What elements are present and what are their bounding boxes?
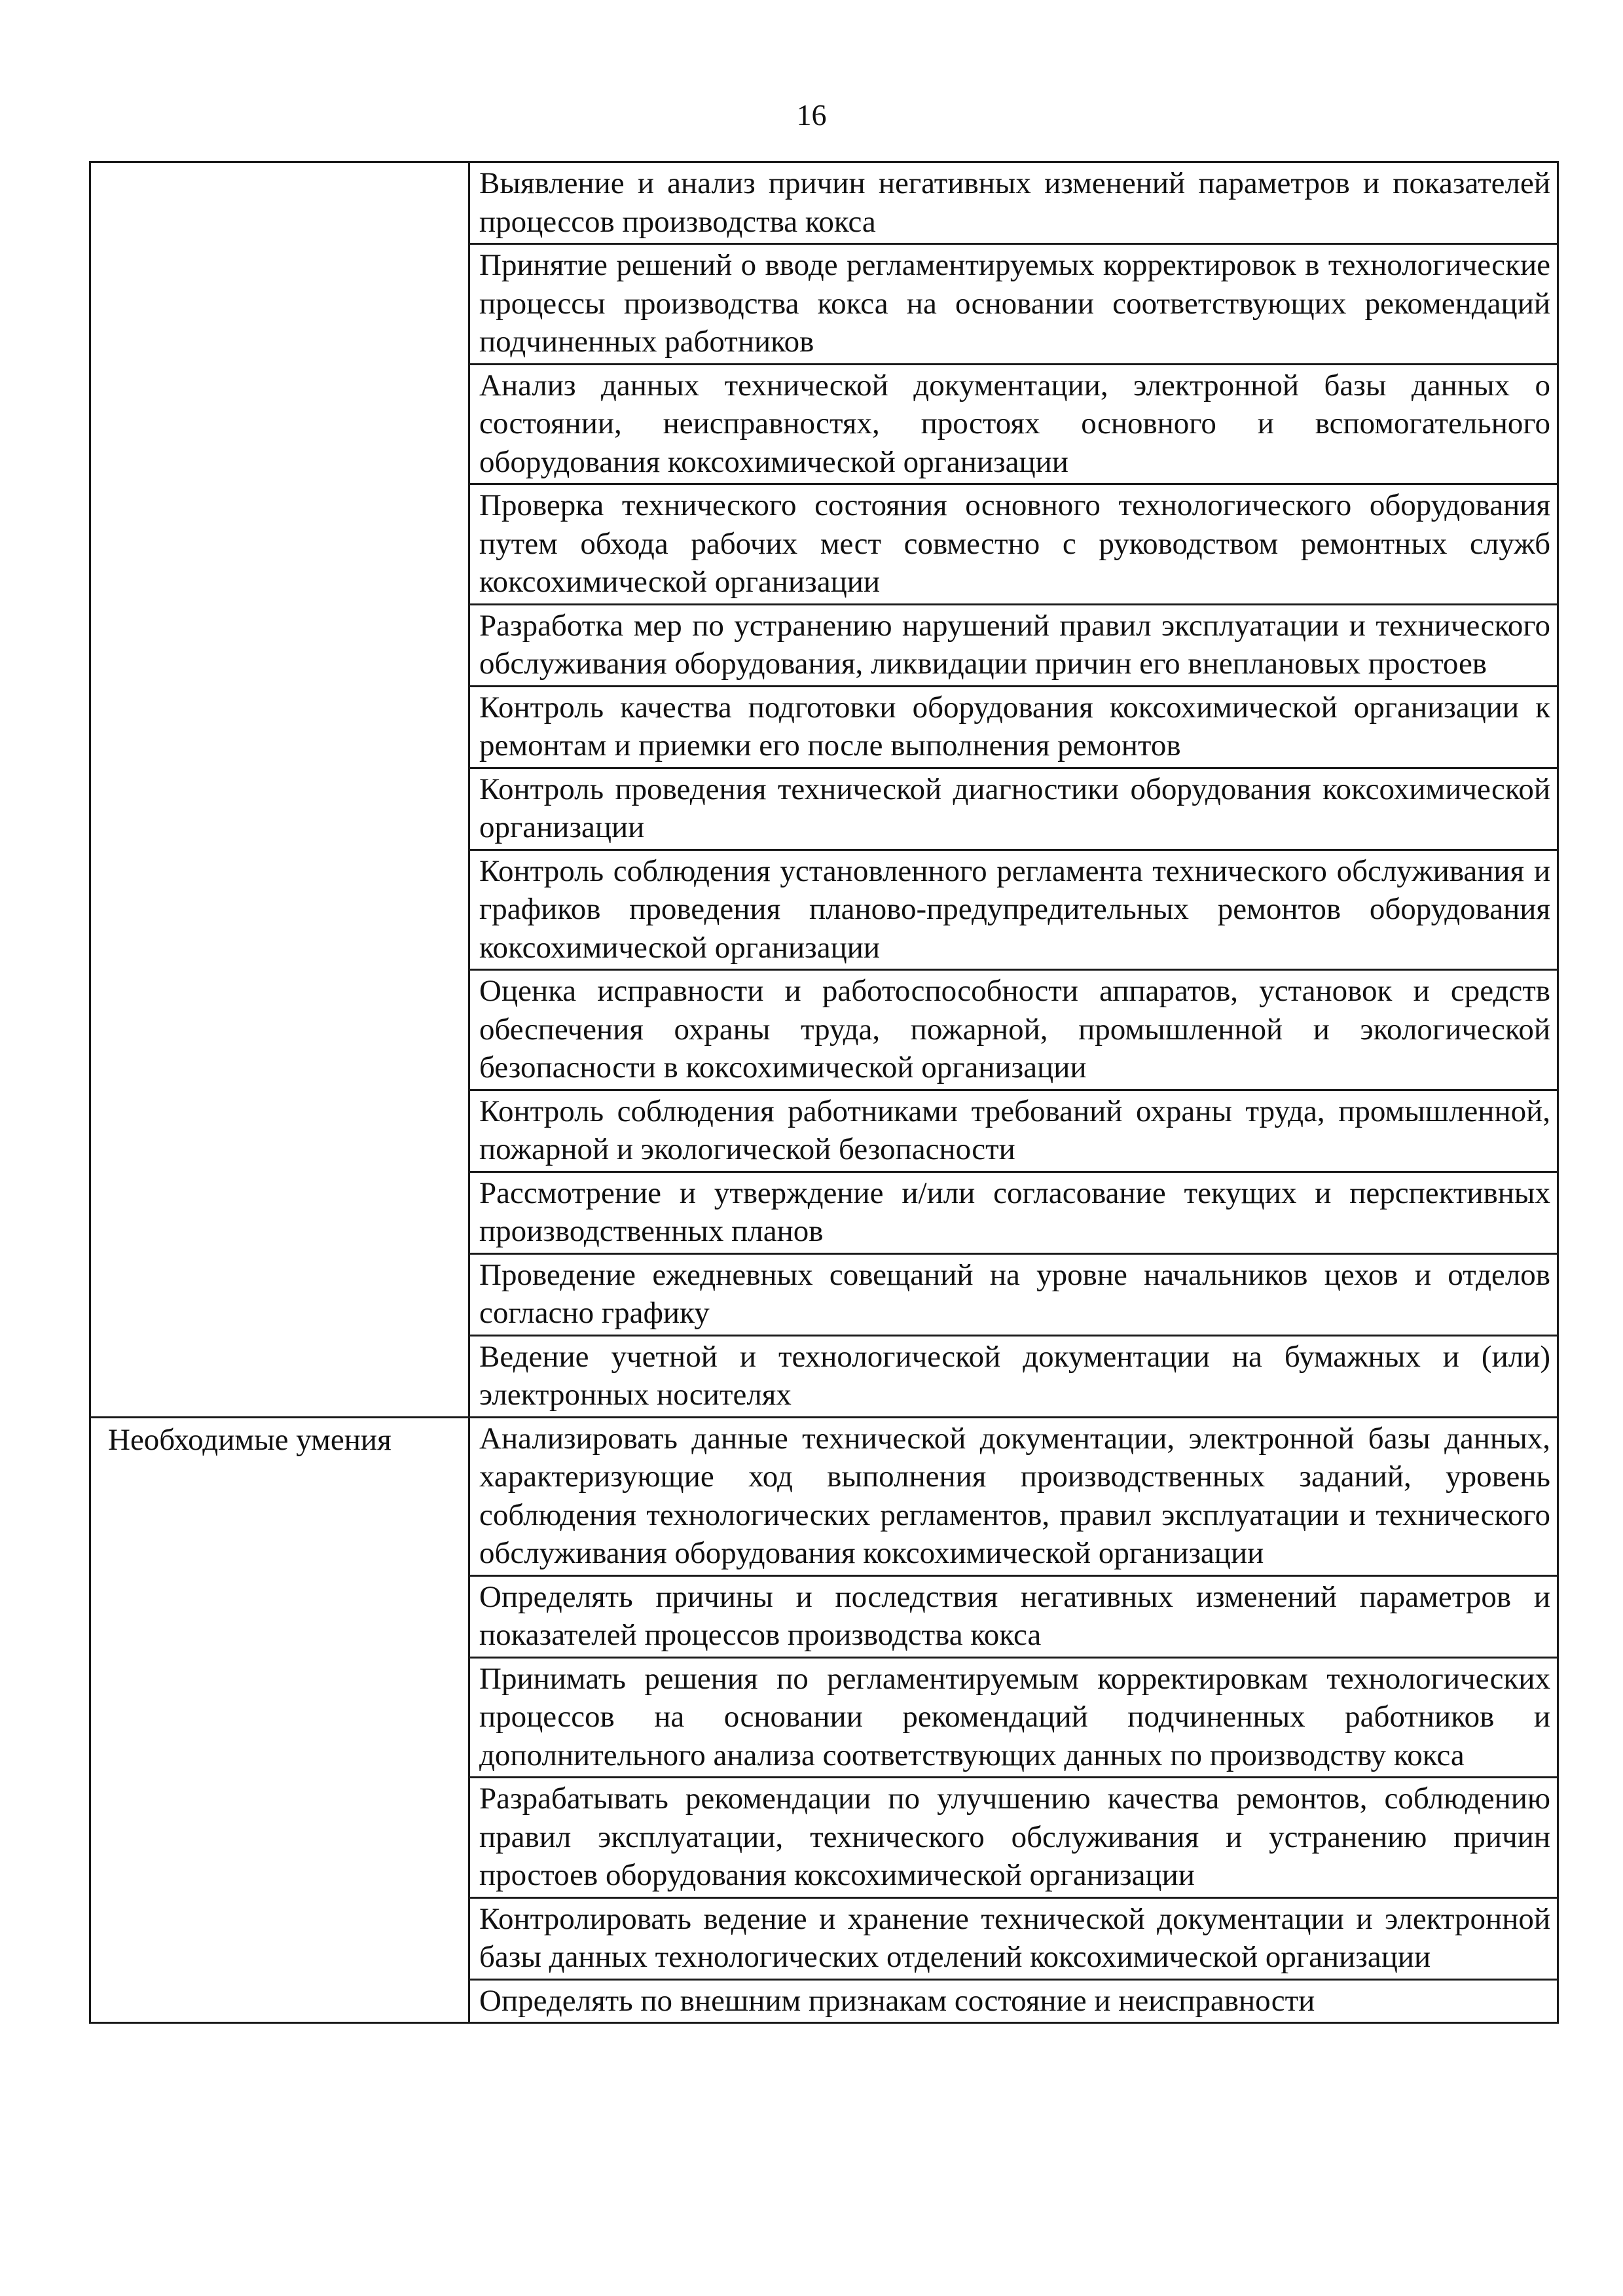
list-item: Контроль качества подготовки оборудования коксохимической организации к ремонтам и приемки его после выполнения ремонтов (469, 686, 1558, 768)
list-item: Определять причины и последствия негативных изменений параметров и показателей процессов производства кокса (469, 1575, 1558, 1657)
page-number: 16 (796, 98, 827, 132)
list-item: Принимать решения по регламентируемым корректировкам технологических процессов на основании рекомендаций подчиненных работников и дополнительного анализа соответствующих данных по производству кокса (469, 1657, 1558, 1778)
list-item: Ведение учетной и технологической документации на бумажных и (или) электронных носителях (469, 1335, 1558, 1417)
list-item: Контролировать ведение и хранение технической документации и электронной базы данных технологических отделений коксохимической организации (469, 1897, 1558, 1979)
list-item: Контроль соблюдения работниками требований охраны труда, промышленной, пожарной и экологической безопасности (469, 1090, 1558, 1172)
list-item: Разрабатывать рекомендации по улучшению качества ремонтов, соблюдению правил эксплуатации, технического обслуживания и устранению причин простоев оборудования коксохимической организации (469, 1778, 1558, 1898)
list-item: Проведение ежедневных совещаний на уровне начальников цехов и отделов согласно графику (469, 1253, 1558, 1335)
table-row (90, 1417, 1558, 1575)
competency-table (89, 161, 1559, 2024)
list-item: Рассмотрение и утверждение и/или согласование текущих и перспективных производственных планов (469, 1172, 1558, 1253)
list-item: Анализ данных технической документации, электронной базы данных о состоянии, неисправностях, простоях основного и вспомогательного оборудования коксохимической организации (469, 364, 1558, 484)
list-item: Проверка технического состояния основного технологического оборудования путем обхода рабочих мест совместно с руководством ремонтных служб коксохимической организации (469, 484, 1558, 605)
section-label-skills: Необходимые умения (90, 1417, 469, 2023)
table-row (90, 162, 1558, 244)
list-item: Контроль проведения технической диагностики оборудования коксохимической организации (469, 768, 1558, 850)
section-label (90, 162, 469, 1418)
list-item: Оценка исправности и работоспособности аппаратов, установок и средств обеспечения охраны труда, пожарной, промышленной и экологической безопасности в коксохимической организации (469, 970, 1558, 1090)
list-item: Определять по внешним признакам состояние и неисправности (469, 1979, 1558, 2023)
list-item: Принятие решений о вводе регламентируемых корректировок в технологические процессы производства кокса на основании соответствующих рекомендаций подчиненных работников (469, 244, 1558, 365)
list-item: Анализировать данные технической документации, электронной базы данных, характеризующие ход выполнения производственных заданий, уровень соблюдения технологических регламентов, правил эксплуатации и технического обслуживания оборудования коксохимической организации (469, 1417, 1558, 1575)
list-item: Контроль соблюдения установленного регламента технического обслуживания и графиков проведения планово-предупредительных ремонтов оборудования коксохимической организации (469, 850, 1558, 970)
list-item: Выявление и анализ причин негативных изменений параметров и показателей процессов производства кокса (469, 162, 1558, 244)
list-item: Разработка мер по устранению нарушений правил эксплуатации и технического обслуживания оборудования, ликвидации причин его внеплановых простоев (469, 604, 1558, 686)
